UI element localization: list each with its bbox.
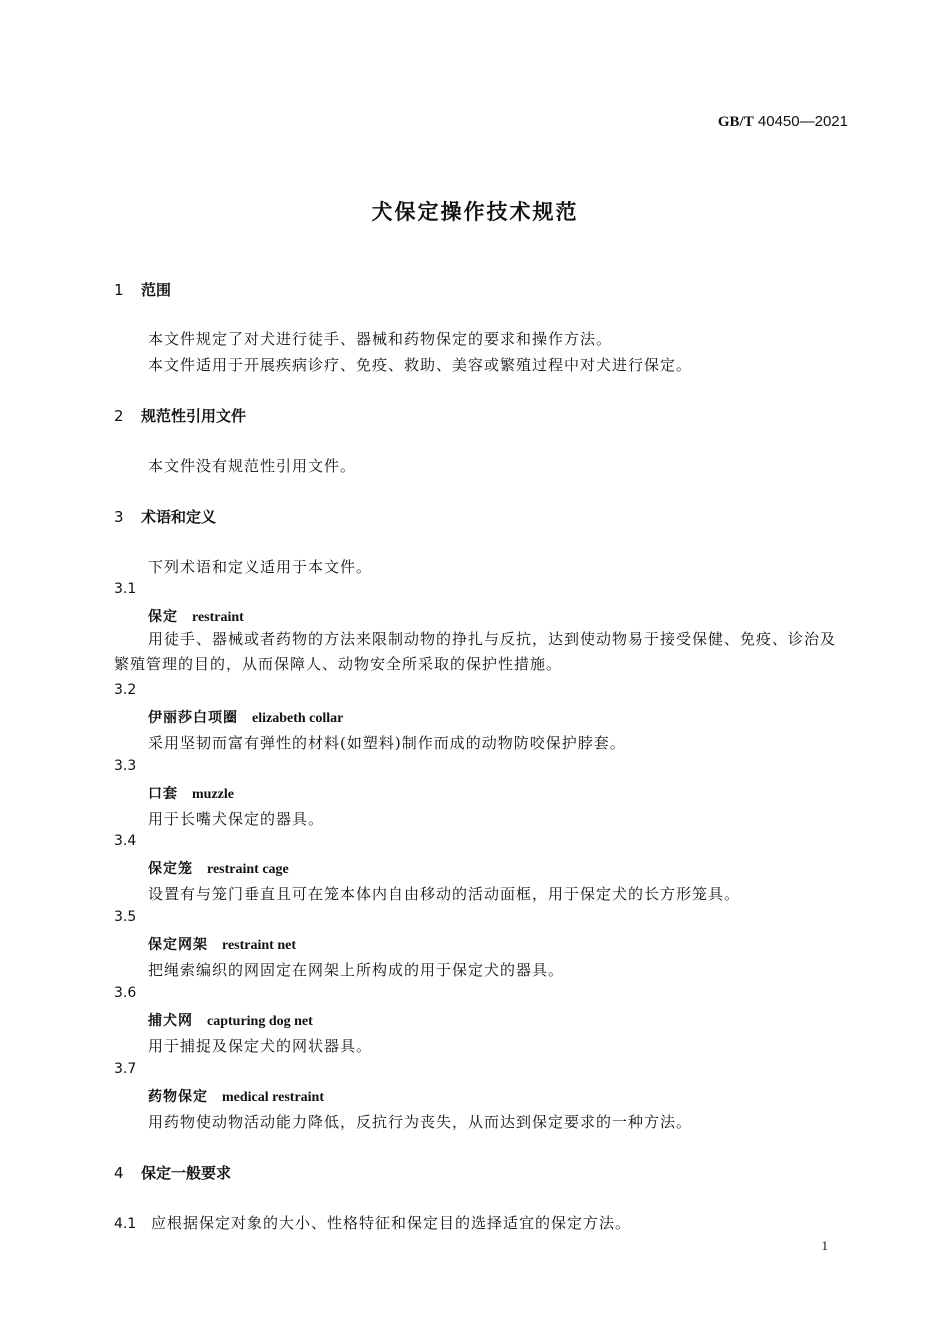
- term-definition: 设置有与笼门垂直且可在笼本体内自由移动的活动面框，用于保定犬的长方形笼具。: [148, 885, 741, 903]
- paragraph: 本文件规定了对犬进行徒手、器械和药物保定的要求和操作方法。: [148, 330, 613, 348]
- term-zh: 保定网架: [148, 937, 208, 953]
- section-title: 规范性引用文件: [141, 407, 247, 425]
- term-zh: 药物保定: [148, 1089, 208, 1105]
- section-number: 4: [114, 1164, 124, 1182]
- term-zh: 保定: [148, 609, 178, 625]
- term-entry: [148, 783, 234, 803]
- paragraph: 本文件适用于开展疾病诊疗、免疫、救助、美容或繁殖过程中对犬进行保定。: [148, 356, 693, 374]
- term-zh: 口套: [148, 786, 178, 802]
- paragraph: 本文件没有规范性引用文件。: [148, 457, 357, 475]
- term-definition: 把绳索编织的网固定在网架上所构成的用于保定犬的器具。: [148, 961, 565, 979]
- term-zh: 捕犬网: [148, 1013, 193, 1029]
- clause-number: 3.7: [114, 1061, 137, 1077]
- section-3-heading: [114, 506, 216, 527]
- term-zh: 保定笼: [148, 861, 193, 877]
- term-entry: [148, 707, 343, 727]
- section-number: 3: [114, 508, 124, 526]
- section-number: 1: [114, 281, 124, 299]
- standard-prefix: GB/T: [717, 114, 754, 130]
- term-entry: [148, 1010, 313, 1030]
- standard-number: [718, 113, 848, 131]
- clause-number: 3.5: [114, 909, 137, 925]
- standard-code: 40450—2021: [757, 113, 848, 130]
- term-en: capturing dog net: [207, 1014, 313, 1029]
- section-title: 范围: [141, 281, 172, 299]
- term-definition: 采用坚韧而富有弹性的材料(如塑料)制作而成的动物防咬保护脖套。: [148, 734, 626, 752]
- clause-number: 3.3: [114, 758, 137, 774]
- clause-number: 3.2: [114, 682, 137, 698]
- clause-number: 3.6: [114, 985, 137, 1001]
- term-en: restraint cage: [207, 862, 289, 877]
- term-entry: [148, 1086, 324, 1106]
- term-en: elizabeth collar: [252, 711, 344, 726]
- clause-number: 3.4: [114, 833, 137, 849]
- term-en: medical restraint: [222, 1090, 324, 1105]
- term-definition: 用于捕捉及保定犬的网状器具。: [148, 1037, 373, 1055]
- term-definition: 用于长嘴犬保定的器具。: [148, 810, 325, 828]
- section-number: 2: [114, 407, 124, 425]
- section-title: 保定一般要求: [141, 1164, 232, 1182]
- term-entry: [148, 858, 289, 878]
- section-2-heading: [114, 405, 246, 426]
- subclause-text: 应根据保定对象的大小、性格特征和保定目的选择适宜的保定方法。: [151, 1214, 632, 1232]
- term-definition: 用徒手、器械或者药物的方法来限制动物的挣扎与反抗，达到使动物易于接受保健、免疫、诊治及繁殖管理的目的，从而保障人、动物安全所采取的保护性措施。: [114, 630, 837, 673]
- term-zh: 伊丽莎白项圈: [148, 710, 238, 726]
- term-definition: 用药物使动物活动能力降低，反抗行为丧失，从而达到保定要求的一种方法。: [148, 1113, 693, 1131]
- clause-number: 3.1: [114, 581, 137, 597]
- term-entry: [148, 934, 296, 954]
- page-number: 1: [821, 1238, 828, 1253]
- section-1-heading: [114, 279, 171, 300]
- term-en: restraint net: [222, 938, 296, 953]
- document-title: 犬保定操作技术规范: [371, 200, 579, 224]
- subclause-4-1: [114, 1212, 631, 1233]
- section-4-heading: [114, 1162, 231, 1183]
- term-entry: [148, 606, 244, 626]
- section-title: 术语和定义: [141, 508, 217, 526]
- subclause-number: 4.1: [114, 1216, 137, 1232]
- paragraph: 下列术语和定义适用于本文件。: [148, 558, 373, 576]
- term-en: restraint: [192, 610, 244, 625]
- term-en: muzzle: [192, 787, 234, 802]
